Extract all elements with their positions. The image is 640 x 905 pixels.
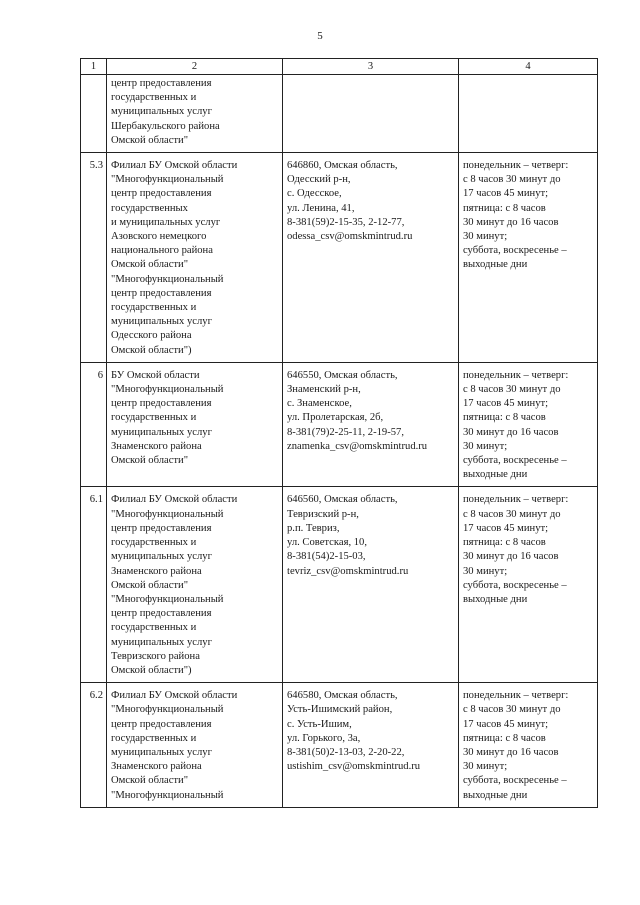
working-hours-cell	[459, 487, 598, 683]
address-contacts-line: odessa_csv@omskmintrud.ru	[287, 231, 413, 243]
organization-name-line: Омской области")	[111, 664, 192, 676]
organization-name-line: "Многофункциональный	[111, 704, 224, 716]
organization-name-cell	[107, 487, 283, 683]
organization-name-line: "Многофункциональный	[111, 789, 224, 801]
address-contacts-line: 8-381(59)2-15-35, 2-12-77,	[287, 216, 405, 228]
organization-name-line: центр предоставления	[111, 78, 212, 89]
organization-name-line: Азовского немецкого	[111, 231, 207, 243]
organization-name-line: муниципальных услуг	[111, 636, 212, 648]
organization-name-line: Омской области"	[111, 579, 189, 591]
address-contacts-line: 8-381(54)2-15-03,	[287, 551, 366, 563]
organization-name-line: Филиал БУ Омской области	[111, 690, 238, 702]
address-contacts-line: с. Усть-Ишим,	[287, 718, 352, 730]
address-contacts-line: 646580, Омская область,	[287, 690, 398, 702]
organization-name-line: Тевризского района	[111, 650, 200, 662]
organization-name-cell	[107, 153, 283, 363]
column-header-number: 1	[81, 59, 107, 75]
row-number: 6.1	[81, 487, 107, 683]
address-contacts-line: ул. Горького, 3а,	[287, 732, 361, 744]
address-contacts-line: Знаменский р-н,	[287, 384, 361, 396]
row-number	[81, 75, 107, 153]
address-contacts-line: ustishim_csv@omskmintrud.ru	[287, 761, 421, 773]
address-contacts-line: 646550, Омская область,	[287, 369, 398, 381]
organization-name-line: Филиал БУ Омской области	[111, 494, 238, 506]
working-hours-line: 17 часов 45 минут;	[463, 188, 549, 200]
address-contacts-line: 646860, Омская область,	[287, 160, 398, 172]
address-contacts-cell	[283, 153, 459, 363]
address-contacts-cell	[283, 75, 459, 153]
column-header-hours: 4	[459, 59, 598, 75]
organization-name-line: центр предоставления	[111, 398, 212, 410]
working-hours-line: 30 минут;	[463, 231, 508, 243]
working-hours-line: понедельник – четверг:	[463, 369, 569, 381]
address-contacts-line: Усть-Ишимский район,	[287, 704, 393, 716]
row-number: 6	[81, 362, 107, 487]
organization-name-cell	[107, 75, 283, 153]
working-hours-line: 17 часов 45 минут;	[463, 398, 549, 410]
working-hours-line: с 8 часов 30 минут до	[463, 384, 561, 396]
address-contacts-line: с. Одесское,	[287, 188, 342, 200]
organization-name-line: Одесского района	[111, 330, 192, 342]
organization-name-cell	[107, 683, 283, 808]
working-hours-line: выходные дни	[463, 469, 528, 481]
organization-name-line: государственных и	[111, 412, 197, 424]
address-contacts-line: р.п. Тевриз,	[287, 522, 340, 534]
working-hours-cell	[459, 362, 598, 487]
organization-name-line: муниципальных услуг	[111, 106, 212, 118]
working-hours-line: 17 часов 45 минут;	[463, 718, 549, 730]
address-contacts-line: 646560, Омская область,	[287, 494, 398, 506]
address-contacts-line: Одесский р-н,	[287, 174, 351, 186]
organization-name-line: Знаменского района	[111, 761, 202, 773]
working-hours-line: суббота, воскресенье –	[463, 455, 567, 467]
working-hours-line: 30 минут до 16 часов	[463, 216, 559, 228]
table-row	[81, 683, 598, 808]
organization-name-line: Знаменского района	[111, 440, 202, 452]
organization-name-line: государственных и	[111, 302, 197, 314]
organization-name-line: центр предоставления	[111, 608, 212, 620]
address-contacts-line: ул. Советская, 10,	[287, 537, 367, 549]
organization-name-line: "Многофункциональный	[111, 508, 224, 520]
organization-name-line: центр предоставления	[111, 287, 212, 299]
working-hours-line: 30 минут;	[463, 565, 508, 577]
working-hours-cell	[459, 75, 598, 153]
working-hours-line: с 8 часов 30 минут до	[463, 174, 561, 186]
organization-name-line: государственных и	[111, 732, 197, 744]
working-hours-line: пятница: с 8 часов	[463, 537, 546, 549]
working-hours-line: с 8 часов 30 минут до	[463, 704, 561, 716]
mfc-branches-table	[80, 58, 598, 808]
working-hours-line: суббота, воскресенье –	[463, 245, 567, 257]
address-contacts-line: с. Знаменское,	[287, 398, 352, 410]
organization-name-line: "Многофункциональный	[111, 593, 224, 605]
organization-name-line: Омской области"	[111, 775, 189, 787]
organization-name-line: муниципальных услуг	[111, 551, 212, 563]
address-contacts-line: znamenka_csv@omskmintrud.ru	[287, 440, 428, 452]
table-row	[81, 362, 598, 487]
address-contacts-line: ул. Пролетарская, 2б,	[287, 412, 384, 424]
address-contacts-line: ул. Ленина, 41,	[287, 202, 355, 214]
working-hours-line: выходные дни	[463, 593, 528, 605]
organization-name-line: центр предоставления	[111, 188, 212, 200]
organization-name-line: Омской области"	[111, 134, 189, 146]
organization-name-line: "Многофункциональный	[111, 273, 224, 285]
organization-name-line: национального района	[111, 245, 213, 257]
address-contacts-line: 8-381(79)2-25-11, 2-19-57,	[287, 426, 404, 438]
organization-name-line: Шербакульского района	[111, 120, 220, 132]
working-hours-line: пятница: с 8 часов	[463, 202, 546, 214]
organization-name-line: Омской области"	[111, 259, 189, 271]
working-hours-line: суббота, воскресенье –	[463, 579, 567, 591]
table-header-row	[81, 59, 598, 75]
working-hours-cell	[459, 153, 598, 363]
working-hours-line: понедельник – четверг:	[463, 494, 569, 506]
column-header-name: 2	[107, 59, 283, 75]
organization-name-line: государственных и	[111, 92, 197, 104]
organization-name-line: муниципальных услуг	[111, 746, 212, 758]
row-number: 5.3	[81, 153, 107, 363]
working-hours-cell	[459, 683, 598, 808]
organization-name-line: и муниципальных услуг	[111, 216, 221, 228]
organization-name-line: муниципальных услуг	[111, 316, 212, 328]
working-hours-line: 30 минут до 16 часов	[463, 746, 559, 758]
organization-name-line: "Многофункциональный	[111, 174, 224, 186]
column-header-address: 3	[283, 59, 459, 75]
working-hours-line: выходные дни	[463, 259, 528, 271]
organization-name-line: муниципальных услуг	[111, 426, 212, 438]
organization-name-cell	[107, 362, 283, 487]
address-contacts-cell	[283, 487, 459, 683]
working-hours-line: понедельник – четверг:	[463, 690, 569, 702]
working-hours-line: суббота, воскресенье –	[463, 775, 567, 787]
working-hours-line: 30 минут до 16 часов	[463, 551, 559, 563]
row-number: 6.2	[81, 683, 107, 808]
organization-name-line: Омской области"	[111, 455, 189, 467]
working-hours-line: выходные дни	[463, 789, 528, 801]
address-contacts-cell	[283, 362, 459, 487]
organization-name-line: государственных и	[111, 622, 197, 634]
organization-name-line: государственных	[111, 202, 188, 214]
organization-name-line: центр предоставления	[111, 522, 212, 534]
working-hours-line: с 8 часов 30 минут до	[463, 508, 561, 520]
table-row	[81, 487, 598, 683]
working-hours-line: 30 минут;	[463, 440, 508, 452]
organization-name-line: центр предоставления	[111, 718, 212, 730]
table-row	[81, 153, 598, 363]
working-hours-line: понедельник – четверг:	[463, 160, 569, 172]
working-hours-line: пятница: с 8 часов	[463, 732, 546, 744]
organization-name-line: Знаменского района	[111, 565, 202, 577]
organization-name-line: государственных и	[111, 537, 197, 549]
address-contacts-line: 8-381(50)2-13-03, 2-20-22,	[287, 746, 405, 758]
working-hours-line: 30 минут;	[463, 761, 508, 773]
working-hours-line: 17 часов 45 минут;	[463, 522, 549, 534]
table-row	[81, 75, 598, 153]
page-number: 5	[317, 30, 323, 42]
organization-name-line: Омской области")	[111, 344, 192, 356]
organization-name-line: Филиал БУ Омской области	[111, 160, 238, 172]
working-hours-line: пятница: с 8 часов	[463, 412, 546, 424]
address-contacts-line: tevriz_csv@omskmintrud.ru	[287, 565, 409, 577]
organization-name-line: БУ Омской области	[111, 369, 200, 381]
organization-name-line: "Многофункциональный	[111, 384, 224, 396]
address-contacts-cell	[283, 683, 459, 808]
working-hours-line: 30 минут до 16 часов	[463, 426, 559, 438]
address-contacts-line: Тевризский р-н,	[287, 508, 359, 520]
table-body	[81, 75, 598, 808]
